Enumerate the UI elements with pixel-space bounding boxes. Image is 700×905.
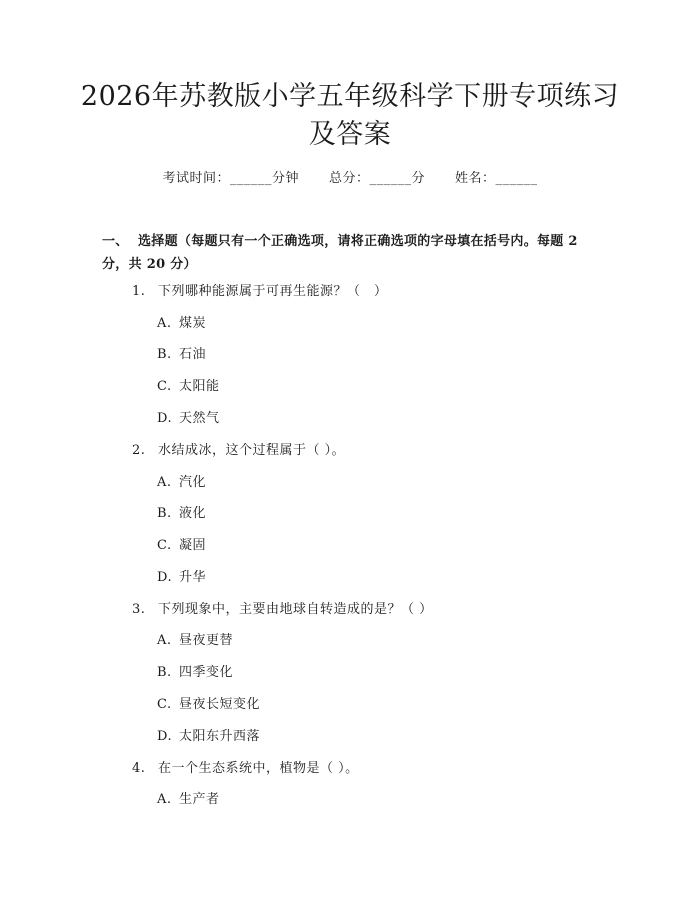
total-score-field: 总分：______分 bbox=[328, 171, 425, 186]
answer-option bbox=[157, 474, 206, 492]
question-number: 4. bbox=[132, 761, 146, 776]
option-letter: B. bbox=[157, 506, 172, 521]
section-number: 一、 bbox=[102, 234, 129, 249]
option-letter: D. bbox=[157, 570, 173, 585]
exam-info-line bbox=[0, 170, 700, 188]
option-text: 升华 bbox=[179, 570, 207, 585]
question-item bbox=[132, 760, 359, 778]
option-letter: D. bbox=[157, 411, 173, 426]
option-text: 生产者 bbox=[179, 792, 220, 807]
question-text: 在一个生态系统中，植物是（ ）。 bbox=[158, 761, 359, 776]
answer-option bbox=[157, 505, 206, 523]
question-text: 水结成冰，这个过程属于（ ）。 bbox=[158, 443, 346, 458]
answer-option bbox=[157, 632, 233, 650]
option-text: 太阳能 bbox=[179, 379, 220, 394]
answer-option bbox=[157, 537, 206, 555]
question-text: 下列哪种能源属于可再生能源？（ ） bbox=[158, 284, 388, 299]
option-letter: B. bbox=[157, 347, 172, 362]
title-line-2: 及答案 bbox=[308, 119, 392, 150]
answer-option bbox=[157, 569, 206, 587]
title-line-1: 2026年苏教版小学五年级科学下册专项练习 bbox=[80, 81, 620, 112]
option-letter: D. bbox=[157, 729, 173, 744]
option-text: 四季变化 bbox=[179, 665, 234, 680]
document-title bbox=[60, 78, 640, 154]
answer-option bbox=[157, 346, 206, 364]
question-text: 下列现象中，主要由地球自转造成的是？（ ） bbox=[158, 602, 433, 617]
option-letter: A. bbox=[157, 792, 172, 807]
question-item bbox=[132, 601, 433, 619]
option-letter: A. bbox=[157, 316, 172, 331]
option-text: 昼夜长短变化 bbox=[179, 697, 261, 712]
exam-time-field: 考试时间：______分钟 bbox=[162, 171, 299, 186]
option-text: 汽化 bbox=[179, 475, 207, 490]
option-letter: C. bbox=[157, 697, 172, 712]
option-letter: B. bbox=[157, 665, 172, 680]
option-text: 太阳东升西落 bbox=[179, 729, 261, 744]
option-text: 液化 bbox=[179, 506, 207, 521]
option-text: 石油 bbox=[179, 347, 207, 362]
section-heading bbox=[102, 230, 602, 276]
option-letter: C. bbox=[157, 379, 172, 394]
option-text: 天然气 bbox=[179, 411, 220, 426]
option-letter: C. bbox=[157, 538, 172, 553]
question-number: 2. bbox=[132, 443, 146, 458]
option-letter: A. bbox=[157, 633, 172, 648]
question-item bbox=[132, 442, 345, 460]
question-number: 3. bbox=[132, 602, 146, 617]
option-text: 煤炭 bbox=[179, 316, 207, 331]
section-instructions: 选择题（每题只有一个正确选项，请将正确选项的字母填在括号内。每题 2 分，共 20 分） bbox=[102, 234, 578, 272]
answer-option bbox=[157, 378, 220, 396]
question-item bbox=[132, 283, 388, 301]
answer-option bbox=[157, 791, 220, 809]
option-text: 昼夜更替 bbox=[179, 633, 234, 648]
answer-option bbox=[157, 664, 233, 682]
answer-option bbox=[157, 410, 220, 428]
student-name-field: 姓名：______ bbox=[455, 171, 538, 186]
option-text: 凝固 bbox=[179, 538, 207, 553]
answer-option bbox=[157, 696, 260, 714]
option-letter: A. bbox=[157, 475, 172, 490]
question-number: 1. bbox=[132, 284, 146, 299]
answer-option bbox=[157, 315, 206, 333]
answer-option bbox=[157, 728, 260, 746]
